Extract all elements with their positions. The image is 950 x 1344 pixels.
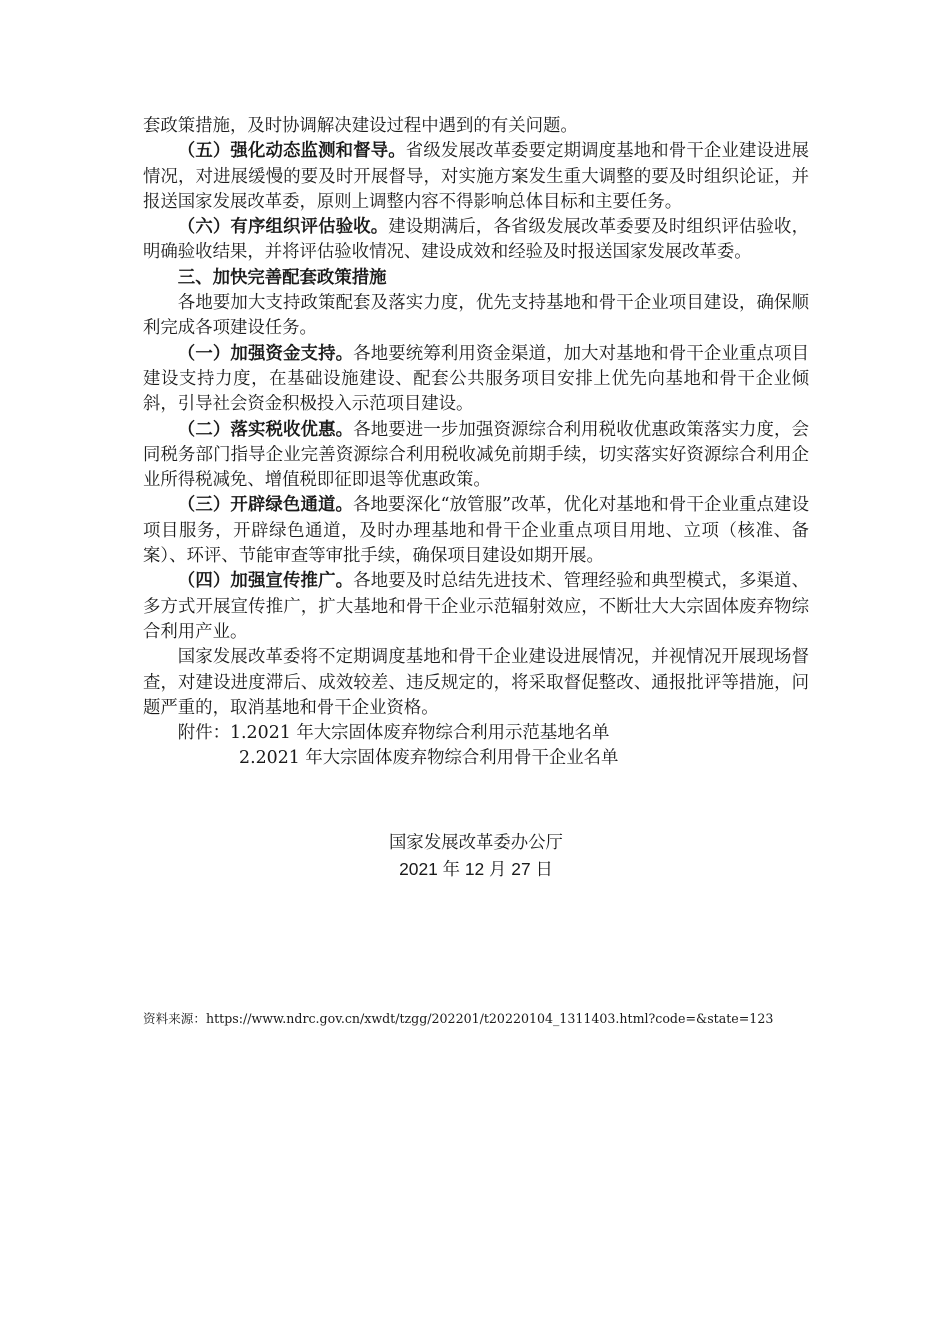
document-body <box>143 114 809 772</box>
s3-item-2-title: （二）落实税收优惠。 <box>177 419 354 440</box>
s3-item-4-body: 各地要及时总结先进技术、管理经验和典型模式，多渠道、多方式开展宣传推广，扩大基地和骨干企业示范辐射效应，不断壮大大宗固体废弃物综合利用产业。 <box>143 571 809 642</box>
paragraph-s3-item-1 <box>143 342 809 418</box>
item-5-title: （五）强化动态监测和督导。 <box>177 141 406 162</box>
paragraph-s3-item-2 <box>143 418 809 494</box>
s3-item-1-title: （一）加强资金支持。 <box>177 343 354 364</box>
s3-item-2-body: 各地要进一步加强资源综合利用税收优惠政策落实力度，会同税务部门指导企业完善资源综合利用税收减免前期手续，切实落实好资源综合利用企业所得税减免、增值税即征即退等优惠政策。 <box>143 419 809 491</box>
paragraph-item-5 <box>143 139 809 215</box>
s3-item-3-title: （三）开辟绿色通道。 <box>177 495 354 516</box>
item-5-body: 省级发展改革委要定期调度基地和骨干企业建设进展情况，对进展缓慢的要及时开展督导，对实施方案发生重大调整的要及时组织论证，并报送国家发展改革委，原则上调整内容不得影响总体目标和主要任务。 <box>143 141 809 212</box>
attachment-1: 附件：1.2021 年大宗固体废弃物综合利用示范基地名单 <box>177 723 610 744</box>
item-6-title: （六）有序组织评估验收。 <box>177 217 389 238</box>
section-3-heading: 三、加快完善配套政策措施 <box>177 267 387 288</box>
paragraph-s3-item-3 <box>143 493 809 569</box>
paragraph-intro: 套政策措施，及时协调解决建设过程中遇到的有关问题。 <box>143 116 578 136</box>
item-6-body: 建设期满后，各省级发展改革委要及时组织评估验收，明确验收结果，并将评估验收情况、建设成效和经验及时报送国家发展改革委。 <box>143 217 809 263</box>
signature-block <box>143 830 809 882</box>
section-3-intro: 各地要加大支持政策配套及落实力度，优先支持基地和骨干企业项目建设，确保顺利完成各项建设任务。 <box>143 293 809 339</box>
s3-item-4-title: （四）加强宣传推广。 <box>177 571 354 592</box>
source-note: 资料来源：https://www.ndrc.gov.cn/xwdt/tzgg/202201/t20220104_1311403.html?code=&state=123 <box>143 1011 774 1026</box>
paragraph-s3-item-4 <box>143 569 809 645</box>
paragraph-closing: 国家发展改革委将不定期调度基地和骨干企业建设进展情况，并视情况开展现场督查，对建设进度滞后、成效较差、违反规定的，将采取督促整改、通报批评等措施，问题严重的，取消基地和骨干企业资格。 <box>143 647 809 718</box>
attachment-2: 2.2021 年大宗固体废弃物综合利用骨干企业名单 <box>239 748 619 769</box>
paragraph-item-6 <box>143 215 809 266</box>
issuer-name: 国家发展改革委办公厅 <box>389 833 563 853</box>
s3-item-3-body: 各地要深化“放管服”改革，优化对基地和骨干企业重点建设项目服务，开辟绿色通道，及时办理基地和骨干企业重点项目用地、立项（核准、备案）、环评、节能审查等审批手续，确保项目建设如期开展。 <box>143 495 809 567</box>
s3-item-1-body: 各地要统筹利用资金渠道，加大对基地和骨干企业重点项目建设支持力度，在基础设施建设、配套公共服务项目安排上优先向基地和骨干企业倾斜，引导社会资金积极投入示范项目建设。 <box>143 343 809 415</box>
issue-date: 2021 年 12 月 27 日 <box>399 859 553 879</box>
